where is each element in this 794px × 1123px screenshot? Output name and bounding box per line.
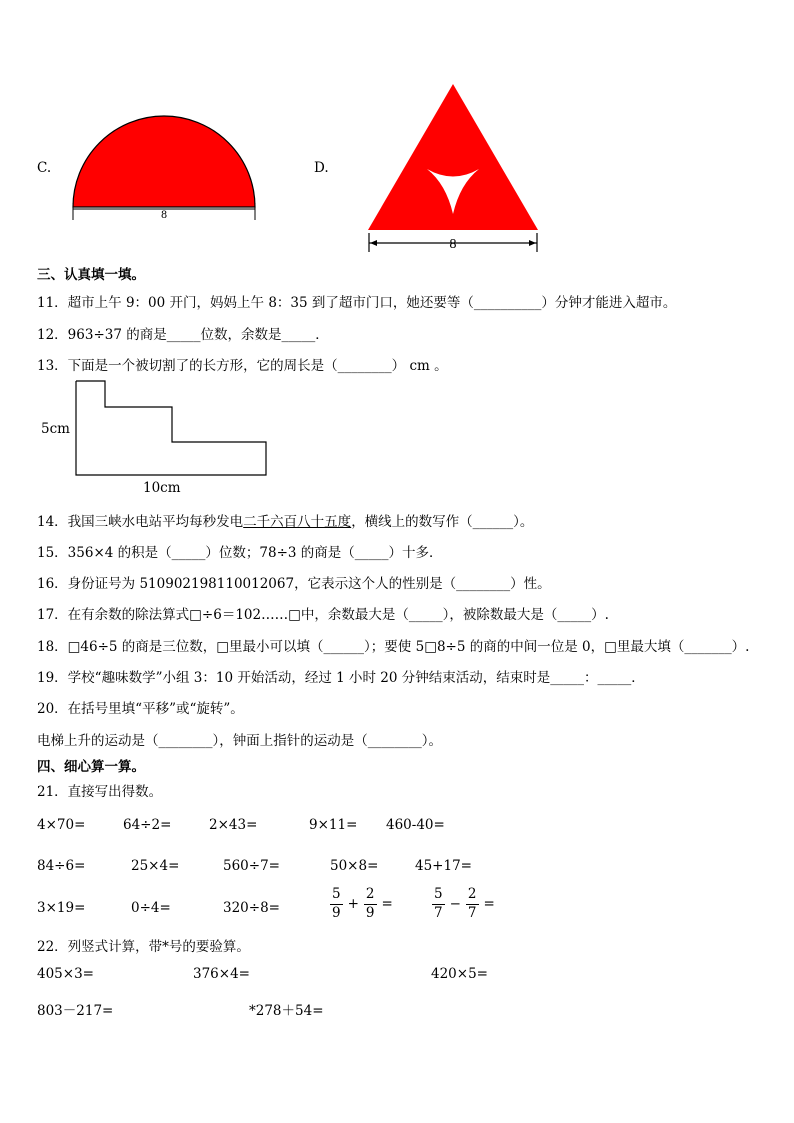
cut-rectangle-figure <box>74 380 270 478</box>
calc-item: 2×43= <box>209 817 258 833</box>
vertical-calc-item: 405×3= <box>37 966 94 982</box>
fraction: $\frac{2}{7}$ <box>467 886 477 921</box>
calc-item: 64÷2= <box>123 817 172 833</box>
red-semicircle <box>73 116 255 207</box>
question-15: 15．356×4 的积是（_____）位数；78÷3 的商是（_____）十多． <box>37 545 443 561</box>
calc-item: 320÷8= <box>223 900 280 916</box>
width-label: 10cm <box>143 480 181 496</box>
vertical-calc-item: *278＋54= <box>249 1003 324 1019</box>
diameter-label: 8 <box>160 210 168 221</box>
calc-item: 560÷7= <box>223 858 280 874</box>
fraction: $\frac{5}{9}$ <box>332 886 341 921</box>
question-21: 21．直接写出得数。 <box>37 784 163 800</box>
fraction-addition: $\frac{5}{9}$ + $\frac{2}{9}$ = <box>332 886 393 921</box>
calc-item: 460-40= <box>386 817 445 833</box>
height-label: 5cm <box>41 421 70 437</box>
question-13: 13．下面是一个被切割了的长方形，它的周长是（________） cm 。 <box>37 358 448 374</box>
calc-item: 0÷4= <box>131 900 171 916</box>
question-16: 16．身份证号为 510902198110012067，它表示这个人的性别是（________）性。 <box>37 576 551 592</box>
question-22: 22．列竖式计算，带*号的要验算。 <box>37 939 250 955</box>
vertical-calc-item: 803－217= <box>37 1003 114 1019</box>
underlined-number-words: 二千六百八十五度 <box>243 514 352 530</box>
question-20-line2: 电梯上升的运动是（________），钟面上指针的运动是（________）。 <box>37 733 442 749</box>
calc-item: 4×70= <box>37 817 86 833</box>
question-18: 18．□46÷5 的商是三位数，□里最小可以填（______）；要使 5□8÷5 的商的中间一位是 0，□里最大填（_______）. <box>37 639 750 655</box>
calc-item: 9×11= <box>309 817 358 833</box>
calc-item: 25×4= <box>131 858 180 874</box>
calc-item: 45+17= <box>415 858 472 874</box>
fraction: $\frac{2}{9}$ <box>365 886 375 921</box>
question-12: 12．963÷37 的商是_____位数，余数是_____． <box>37 327 329 343</box>
fraction-subtraction: $\frac{5}{7}$ − $\frac{2}{7}$ = <box>434 886 495 921</box>
fraction: $\frac{5}{7}$ <box>434 886 443 921</box>
semicircle-figure <box>66 110 262 222</box>
calc-item: 3×19= <box>37 900 86 916</box>
vertical-calc-item: 376×4= <box>193 966 250 982</box>
calc-item: 50×8= <box>330 858 379 874</box>
calc-item: 84÷6= <box>37 858 86 874</box>
triangle-figure <box>362 80 546 256</box>
option-d-label: D. <box>314 160 329 176</box>
option-c-label: C. <box>37 160 52 176</box>
vertical-calc-item: 420×5= <box>431 966 488 982</box>
question-14: 14．我国三峡水电站平均每秒发电二千六百八十五度，横线上的数写作（______）。 <box>37 514 534 530</box>
section3-heading: 三、认真填一填。 <box>37 267 145 283</box>
question-17: 17．在有余数的除法算式□÷6＝102……□中，余数最大是（_____），被除数最大是（_____）. <box>37 607 609 623</box>
question-19: 19．学校“趣味数学”小组 3：10 开始活动，经过 1 小时 20 分钟结束活动，结束时是_____：_____． <box>37 670 645 686</box>
question-11: 11．超市上午 9：00 开门，妈妈上午 8：35 到了超市门口，她还要等（__________）分钟才能进入超市。 <box>37 295 677 311</box>
question-20: 20．在括号里填“平移”或“旋转”。 <box>37 701 244 717</box>
base-label: 8 <box>449 237 457 251</box>
section4-heading: 四、细心算一算。 <box>37 759 145 775</box>
cut-rectangle-outline <box>76 381 266 475</box>
